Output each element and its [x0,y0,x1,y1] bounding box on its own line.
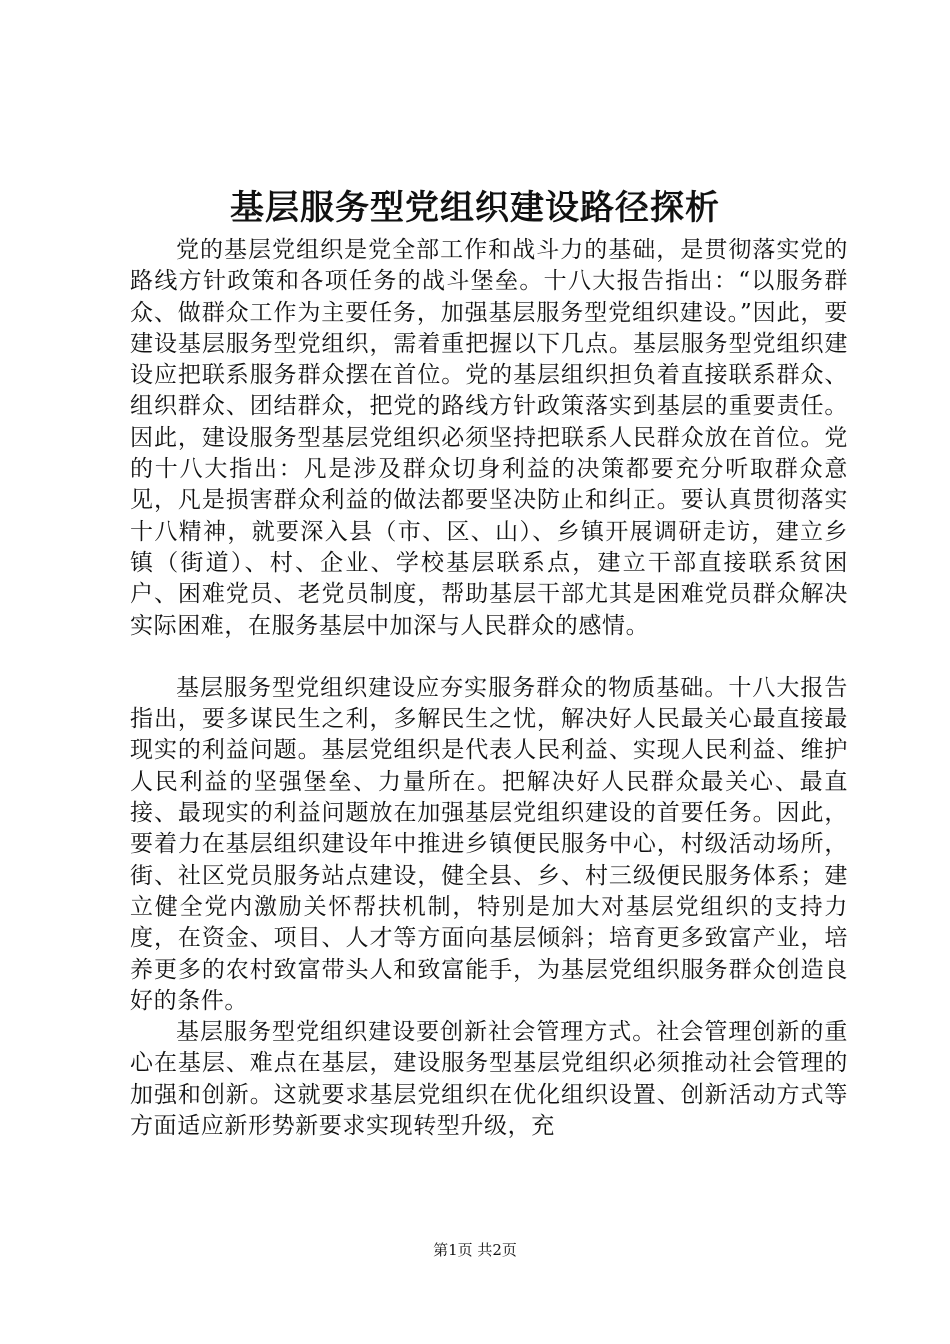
document-body [130,235,848,1142]
page-number-footer: 第1页 共2页 [433,1241,517,1259]
paragraph-2: 基层服务型党组织建设应夯实服务群众的物质基础。十八大报告指出，要多谋民生之利，多解民生之忧，解决好人民最关心最直接最现实的利益问题。基层党组织是代表人民利益、实现人民利益、维护人民利益的坚强堡垒、力量所在。把解决好人民群众最关心、最直接、最现实的利益问题放在加强基层党组织建设的首要任务。因此，要着力在基层组织建设年中推进乡镇便民服务中心，村级活动场所，街、社区党员服务站点建设，健全县、乡、村三级便民服务体系；建立健全党内激励关怀帮扶机制，特别是加大对基层党组织的支持力度，在资金、项目、人才等方面向基层倾斜；培育更多致富产业，培养更多的农村致富带头人和致富能手，为基层党组织服务群众创造良好的条件。 [130,674,848,1014]
paragraph-1: 党的基层党组织是党全部工作和战斗力的基础，是贯彻落实党的路线方针政策和各项任务的战斗堡垒。十八大报告指出：“以服务群众、做群众工作为主要任务，加强基层服务型党组织建设。”因此，要建设基层服务型党组织，需着重把握以下几点。基层服务型党组织建设应把联系服务群众摆在首位。党的基层组织担负着直接联系群众、组织群众、团结群众，把党的路线方针政策落实到基层的重要责任。因此，建设服务型基层党组织必须坚持把联系人民群众放在首位。党的十八大指出：凡是涉及群众切身利益的决策都要充分听取群众意见，凡是损害群众利益的做法都要坚决防止和纠正。要认真贯彻落实十八精神，就要深入县（市、区、山）、乡镇开展调研走访，建立乡镇（街道）、村、企业、学校基层联系点，建立干部直接联系贫困户、困难党员、老党员制度，帮助基层干部尤其是困难党员群众解决实际困难，在服务基层中加深与人民群众的感情。 [130,237,848,639]
paragraph-3: 基层服务型党组织建设要创新社会管理方式。社会管理创新的重心在基层、难点在基层，建设服务型基层党组织必须推动社会管理的加强和创新。这就要求基层党组织在优化组织设置、创新活动方式等方面适应新形势新要求实现转型升级，充 [130,1019,848,1140]
document-title: 基层服务型党组织建设路径探析 [230,188,720,228]
